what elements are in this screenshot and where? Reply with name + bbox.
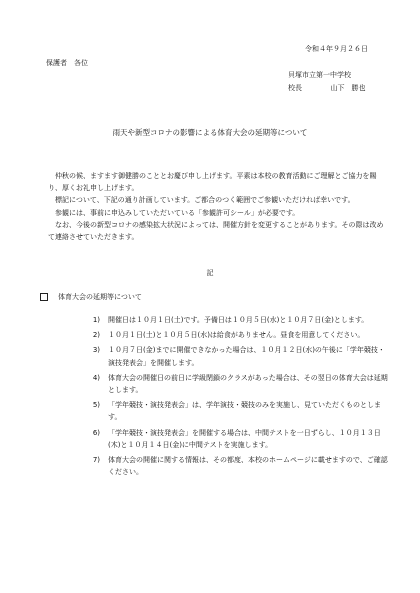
item-text: 「学年競技・演技発表会」を開催する場合は、中間テストを一日ずらし、１０月１３日(木)と１０月１４日(金)に中間テストを実施します。 — [108, 428, 381, 449]
item-text: 体育大会の開催に関する情報は、その都度、本校のホームページに載せますので、ご確認ください。 — [108, 456, 388, 477]
list-item — [92, 427, 390, 451]
item-text: 「学年競技・演技発表会」は、学年演技・競技のみを実施し、見ていただくものとします。 — [108, 401, 381, 422]
list-item — [92, 314, 390, 326]
recipient-line: 保護者 各位 — [46, 59, 88, 67]
document-title: 雨天や新型コロナの影響による体育大会の延期等について — [112, 128, 308, 137]
list-item — [92, 454, 390, 478]
item-number: 2) — [92, 331, 100, 340]
document-date: 令和４年９月２６日 — [305, 45, 368, 53]
item-text: 開催日は１０月１日(土)です。予備日は１０月５日(水)と１０月７日(金)とします。 — [108, 316, 369, 324]
checkbox-square-icon — [40, 293, 48, 301]
item-list — [92, 314, 390, 481]
item-number: 7) — [92, 456, 100, 465]
item-text: 体育大会の開催日の前日に学級閉鎖のクラスがあった場合は、その翌日の体育大会は延期とします。 — [108, 373, 388, 395]
body-paragraphs — [48, 170, 388, 243]
list-item — [92, 399, 390, 423]
section-title: 体育大会の延期等について — [58, 293, 142, 301]
school-name: 貝塚市立第一中学校 — [288, 71, 351, 79]
item-text: １０月１日(土)と１０月５日(水)は給食がありません。昼食を用意してください。 — [108, 331, 365, 340]
paragraph: 参観には、事前に申込みしていただいている「参観許可シール」が必要です。 — [55, 208, 300, 217]
list-item — [92, 372, 390, 396]
item-number: 3) — [92, 346, 100, 355]
item-number: 1) — [92, 316, 100, 324]
paragraph: 標記について、下記の通り計画しています。ご都合のつく範囲でご参観いただければ幸いです。 — [55, 196, 355, 205]
list-item — [92, 344, 390, 368]
item-number: 4) — [92, 373, 100, 382]
paragraph: なお、今後の新型コロナの感染拡大状況によっては、開催方針を変更することがあります。その際は改めて連絡させていただきます。 — [48, 220, 384, 242]
item-number: 6) — [92, 428, 100, 437]
principal-line — [288, 83, 365, 93]
paragraph: 仲秋の候、ますます御健勝のこととお慶び申し上げます。平素は本校の教育活動にご理解とご協力を賜り、厚くお礼申し上げます。 — [48, 172, 377, 193]
principal-name: 山下 勝也 — [330, 84, 366, 92]
item-text: １０月７日(金)までに開催できなかった場合は、１０月１２日(水)の午後に「学年競技・演技発表会」を開催します。 — [108, 346, 385, 367]
principal-label: 校長 — [288, 84, 302, 92]
ki-heading: 記 — [206, 269, 214, 277]
list-item — [92, 329, 390, 341]
item-number: 5) — [92, 401, 100, 410]
section-heading — [40, 292, 142, 302]
